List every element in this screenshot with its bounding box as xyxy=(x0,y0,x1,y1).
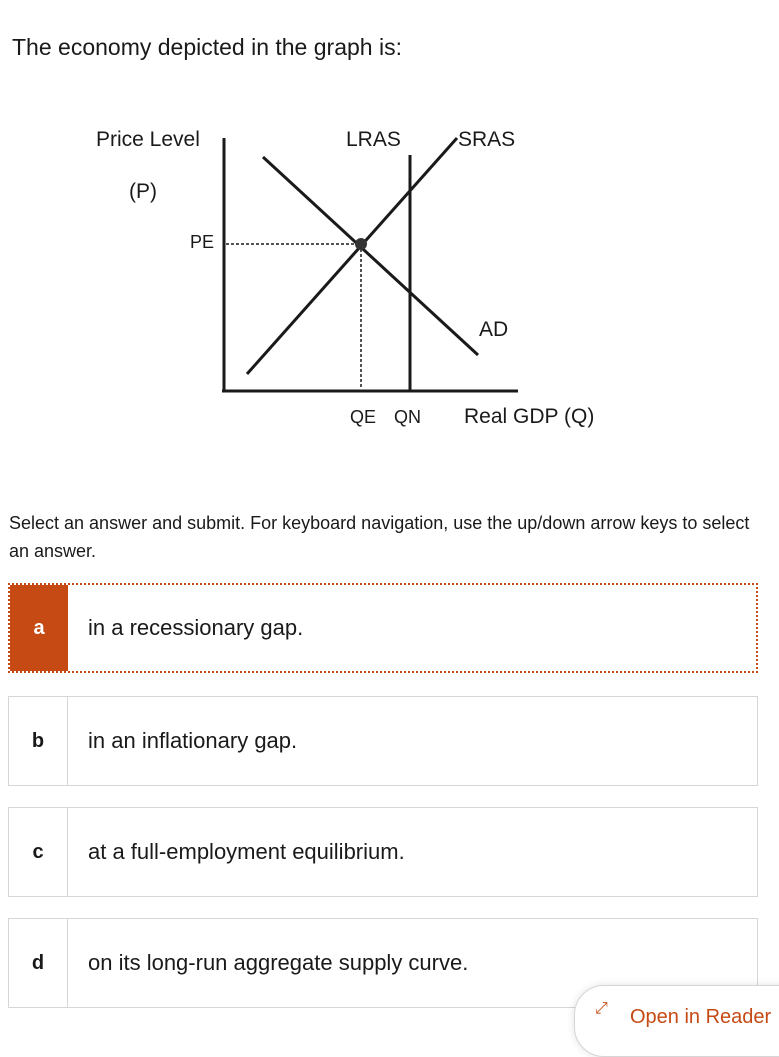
x-axis-label: Real GDP (Q) xyxy=(464,405,595,428)
y-axis-unit-label: (P) xyxy=(129,180,157,203)
equilibrium-point xyxy=(355,238,367,250)
expand-icon: ⤢ xyxy=(595,1000,608,1017)
open-in-reader-button[interactable] xyxy=(574,985,779,1057)
question-text: The economy depicted in the graph is: xyxy=(12,34,402,60)
option-letter: a xyxy=(10,585,68,671)
aggregate-supply-demand-graph xyxy=(0,100,779,450)
answer-option-c[interactable] xyxy=(8,807,758,897)
option-text: in an inflationary gap. xyxy=(88,728,298,753)
ad-label: AD xyxy=(479,318,509,341)
lras-label: LRAS xyxy=(346,128,401,151)
pe-label: PE xyxy=(190,232,215,252)
y-axis-label: Price Level xyxy=(96,128,200,151)
option-text: at a full-employment equilibrium. xyxy=(88,839,405,864)
option-text: in a recessionary gap. xyxy=(88,615,304,640)
option-text: on its long-run aggregate supply curve. xyxy=(88,950,469,975)
option-letter: d xyxy=(9,919,68,1007)
open-in-reader-label: Open in Reader xyxy=(630,1006,772,1028)
sras-label: SRAS xyxy=(458,128,516,151)
option-letter: c xyxy=(9,808,68,896)
sras-line xyxy=(247,138,457,374)
answer-option-a[interactable] xyxy=(8,583,758,673)
instructions-text: Select an answer and submit. For keyboard navigation, use the up/down arrow keys to select an answer. xyxy=(9,513,750,561)
qe-label: QE xyxy=(350,407,377,427)
option-letter: b xyxy=(9,697,68,785)
answer-option-b[interactable] xyxy=(8,696,758,786)
ad-line xyxy=(263,157,478,355)
qn-label: QN xyxy=(394,407,421,427)
